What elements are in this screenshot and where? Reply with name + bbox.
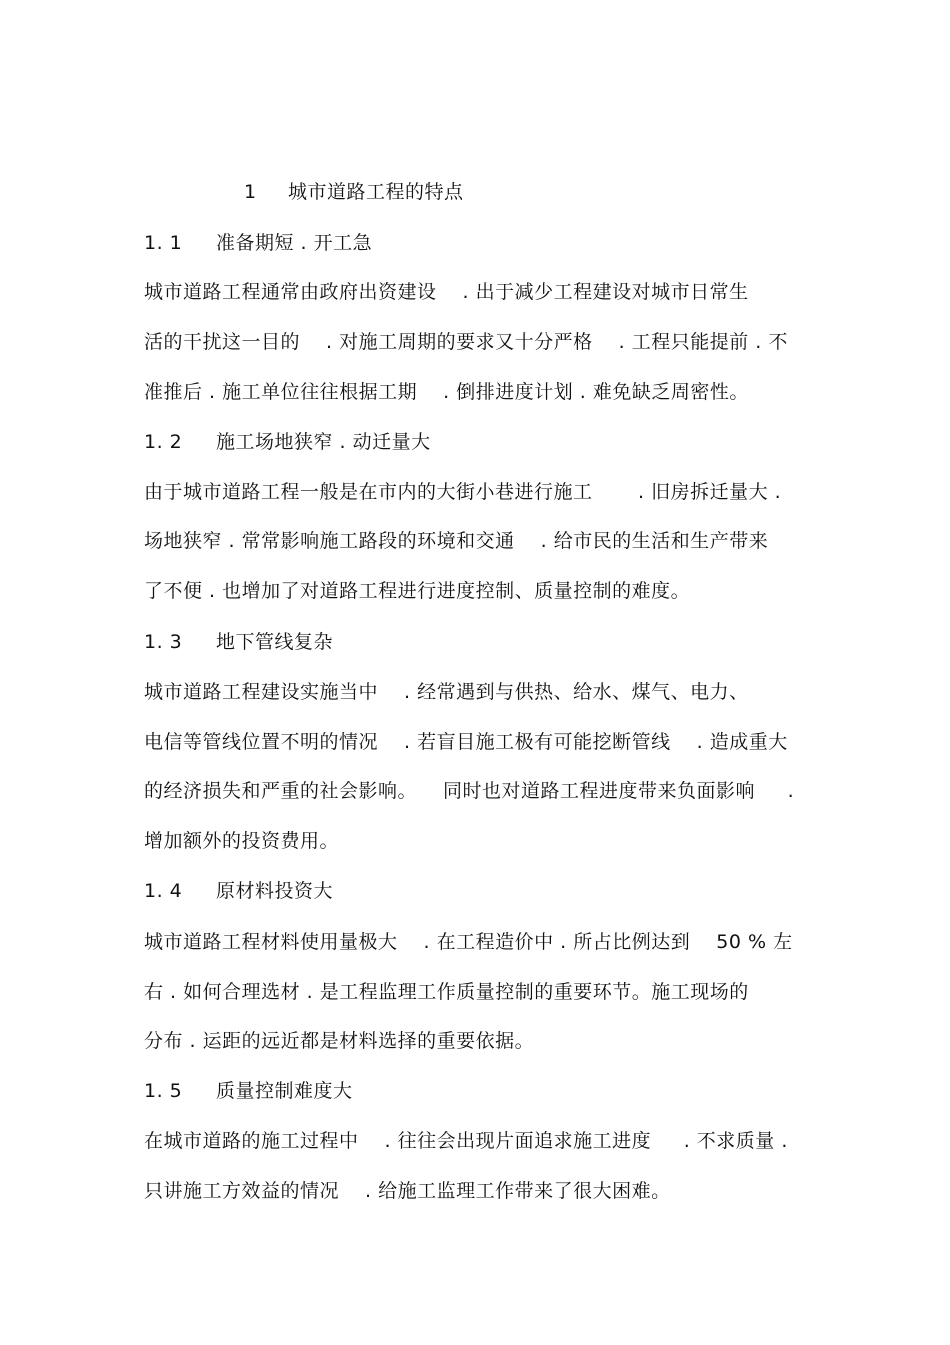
section-number: 1. 2 xyxy=(144,431,183,453)
section-heading xyxy=(144,231,372,255)
paragraph-line: 分布 . 运距的远近都是材料选择的重要依据。 xyxy=(144,1030,535,1052)
paragraph-line: 准推后 . 施工单位往往根据工期 . 倒排进度计划 . 难免缺乏周密性。 xyxy=(144,381,749,403)
section-heading-text: 原材料投资大 xyxy=(216,880,334,902)
section-heading xyxy=(144,630,333,654)
title-number: 1 xyxy=(244,181,257,203)
paragraph-line: 城市道路工程建设实施当中 . 经常遇到与供热、给水、煤气、电力、 xyxy=(144,681,749,703)
section-heading-text: 质量控制难度大 xyxy=(216,1080,353,1102)
section-heading xyxy=(144,430,431,454)
paragraph-line: 增加额外的投资费用。 xyxy=(144,830,340,852)
section-number: 1. 1 xyxy=(144,232,183,254)
paragraph-line: 右 . 如何合理选材 . 是工程监理工作质量控制的重要环节。施工现场的 xyxy=(144,981,749,1003)
paragraph-line: 了不便 . 也增加了对道路工程进行进度控制、质量控制的难度。 xyxy=(144,580,691,602)
paragraph-line: 场地狭窄 . 常常影响施工路段的环境和交通 . 给市民的生活和生产带来 xyxy=(144,530,769,552)
section-heading-text: 准备期短 . 开工急 xyxy=(216,232,373,254)
page-title xyxy=(244,180,464,204)
paragraph-line: 城市道路工程材料使用量极大 . 在工程造价中 . 所占比例达到 50 % 左 xyxy=(144,931,793,953)
title-text: 城市道路工程的特点 xyxy=(288,181,464,203)
paragraph-line: 由于城市道路工程一般是在市内的大街小巷进行施工 . 旧房拆迁量大 . xyxy=(144,481,782,503)
paragraph-line: 城市道路工程通常由政府出资建设 . 出于减少工程建设对城市日常生 xyxy=(144,281,749,303)
paragraph-line: 在城市道路的施工过程中 . 往往会出现片面追求施工进度 . 不求质量 . xyxy=(144,1130,788,1152)
section-heading-text: 地下管线复杂 xyxy=(216,631,334,653)
section-number: 1. 4 xyxy=(144,880,183,902)
section-heading xyxy=(144,1079,353,1103)
paragraph-line: 活的干扰这一目的 . 对施工周期的要求又十分严格 . 工程只能提前 . 不 xyxy=(144,331,788,353)
paragraph-line: 只讲施工方效益的情况 . 给施工监理工作带来了很大困难。 xyxy=(144,1180,671,1202)
section-heading-text: 施工场地狭窄 . 动迁量大 xyxy=(216,431,431,453)
section-heading xyxy=(144,879,333,903)
section-number: 1. 3 xyxy=(144,631,183,653)
paragraph-line: 电信等管线位置不明的情况 . 若盲目施工极有可能挖断管线 . 造成重大 xyxy=(144,731,788,753)
paragraph-line: 的经济损失和严重的社会影响。 同时也对道路工程进度带来负面影响 . xyxy=(144,780,795,802)
section-number: 1. 5 xyxy=(144,1080,183,1102)
